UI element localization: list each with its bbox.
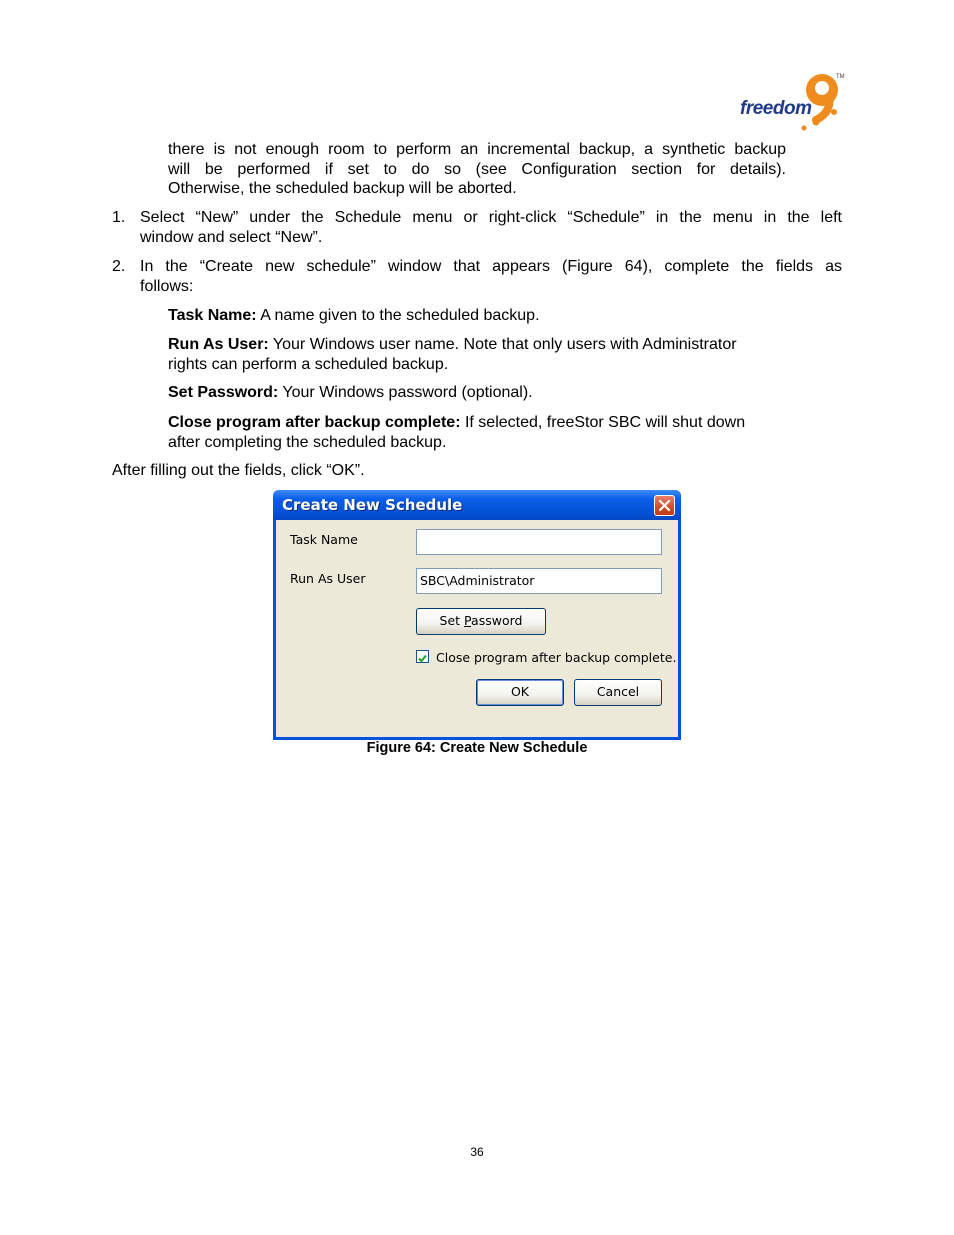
dialog-body	[276, 520, 678, 737]
run-as-user-label: Run As User	[290, 571, 366, 586]
field-desc: after completing the scheduled backup.	[168, 433, 447, 451]
close-program-label[interactable]: Close program after backup complete.	[436, 650, 677, 665]
step-1	[112, 208, 842, 247]
close-button[interactable]	[654, 495, 675, 516]
ok-button[interactable]: OK	[476, 679, 564, 706]
button-label: Set	[439, 613, 465, 628]
field-run-as-user	[168, 335, 808, 374]
checkmark-icon	[417, 653, 428, 664]
step-number: 1.	[112, 209, 126, 226]
figure-caption: Figure 64: Create New Schedule	[366, 740, 588, 756]
set-password-button[interactable]	[416, 608, 546, 635]
button-label: assword	[471, 613, 523, 628]
field-desc: Your Windows password (optional).	[278, 384, 533, 401]
field-desc: If selected, freeStor SBC will shut down	[460, 414, 746, 431]
text-line: window and select “New”.	[140, 228, 323, 246]
field-desc: A name given to the scheduled backup.	[256, 307, 540, 324]
text-line: Select “New” under the Schedule menu or right-click “Schedule” in the menu in the left	[140, 209, 842, 226]
text-line: In the “Create new schedule” window that appears (Figure 64), complete the fields as	[140, 258, 842, 275]
step-number: 2.	[112, 258, 126, 275]
continued-paragraph	[168, 140, 786, 199]
field-term: Run As User:	[168, 336, 269, 353]
text-line: follows:	[140, 277, 194, 295]
step-2	[112, 257, 842, 296]
text-line: will be performed if set to do so (see Configuration section for details).	[168, 160, 786, 178]
close-program-checkbox[interactable]	[416, 650, 429, 663]
create-new-schedule-dialog	[273, 490, 681, 740]
field-task-name	[168, 306, 808, 326]
freedom9-logo	[736, 72, 846, 134]
text-line: there is not enough room to perform an incremental backup, a synthetic backup	[168, 141, 786, 158]
dialog-titlebar[interactable]	[273, 490, 681, 520]
close-icon	[655, 496, 674, 515]
after-paragraph: After filling out the fields, click “OK”.	[112, 462, 365, 479]
field-desc: Your Windows user name. Note that only users with Administrator	[268, 336, 737, 353]
logo-wordmark: freedom	[740, 98, 812, 119]
button-mnemonic: P	[464, 613, 472, 628]
field-desc: rights can perform a scheduled backup.	[168, 355, 449, 373]
task-name-input[interactable]	[416, 529, 662, 555]
field-term: Set Password:	[168, 384, 279, 401]
logo-trademark: TM	[836, 74, 845, 80]
page-number: 36	[470, 1145, 484, 1159]
field-term: Close program after backup complete:	[168, 414, 461, 431]
field-close-program	[168, 413, 808, 452]
field-set-password	[168, 383, 808, 403]
run-as-user-input[interactable]: SBC\Administrator	[416, 568, 662, 594]
dialog-title: Create New Schedule	[282, 496, 463, 514]
field-term: Task Name:	[168, 307, 257, 324]
text-line: Otherwise, the scheduled backup will be aborted.	[168, 180, 517, 197]
cancel-button[interactable]: Cancel	[574, 679, 662, 706]
task-name-label: Task Name	[290, 532, 358, 547]
